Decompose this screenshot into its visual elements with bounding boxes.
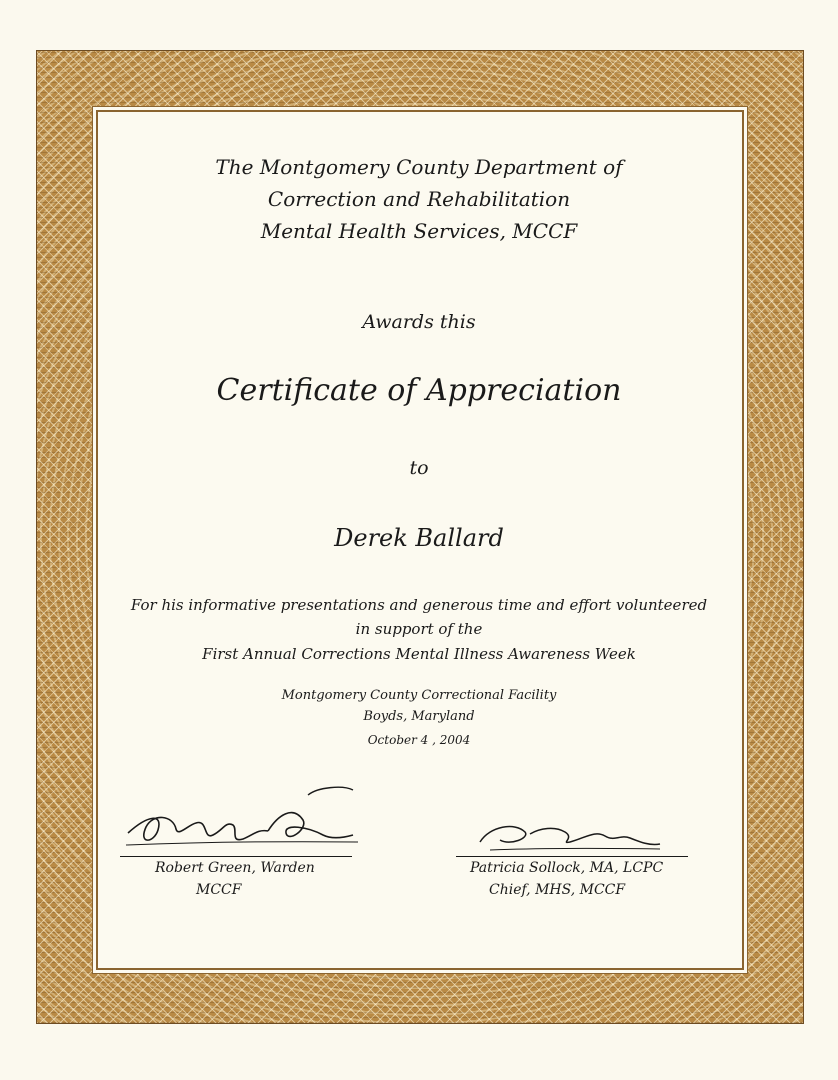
signature-left <box>118 785 368 860</box>
header-line-2: Correction and Rehabilitation <box>267 187 571 211</box>
signature-line-left <box>120 856 352 857</box>
signatory-left-title: MCCF <box>196 882 242 898</box>
citation-line-1: For his informative presentations and generous time and effort volunteered <box>130 596 708 614</box>
to-text: to <box>409 457 429 479</box>
recipient-name: Derek Ballard <box>334 524 504 552</box>
awards-text: Awards this <box>362 311 476 333</box>
certificate-date: October 4 , 2004 <box>367 733 471 747</box>
facility-city: Boyds, Maryland <box>363 709 475 724</box>
signature-line-right <box>456 856 688 857</box>
signatory-right-title: Chief, MHS, MCCF <box>489 882 626 898</box>
signature-right <box>470 812 670 862</box>
header-line-1: The Montgomery County Department of <box>215 155 623 179</box>
header-line-3: Mental Health Services, MCCF <box>260 219 578 243</box>
certificate-title: Certificate of Appreciation <box>216 373 622 408</box>
signatory-left-name: Robert Green, Warden <box>155 860 315 876</box>
facility-name: Montgomery County Correctional Facility <box>281 688 557 703</box>
citation-line-3: First Annual Corrections Mental Illness Awareness Week <box>202 645 636 663</box>
signatory-right-name: Patricia Sollock, MA, LCPC <box>470 860 664 876</box>
citation-line-2: in support of the <box>355 620 483 638</box>
